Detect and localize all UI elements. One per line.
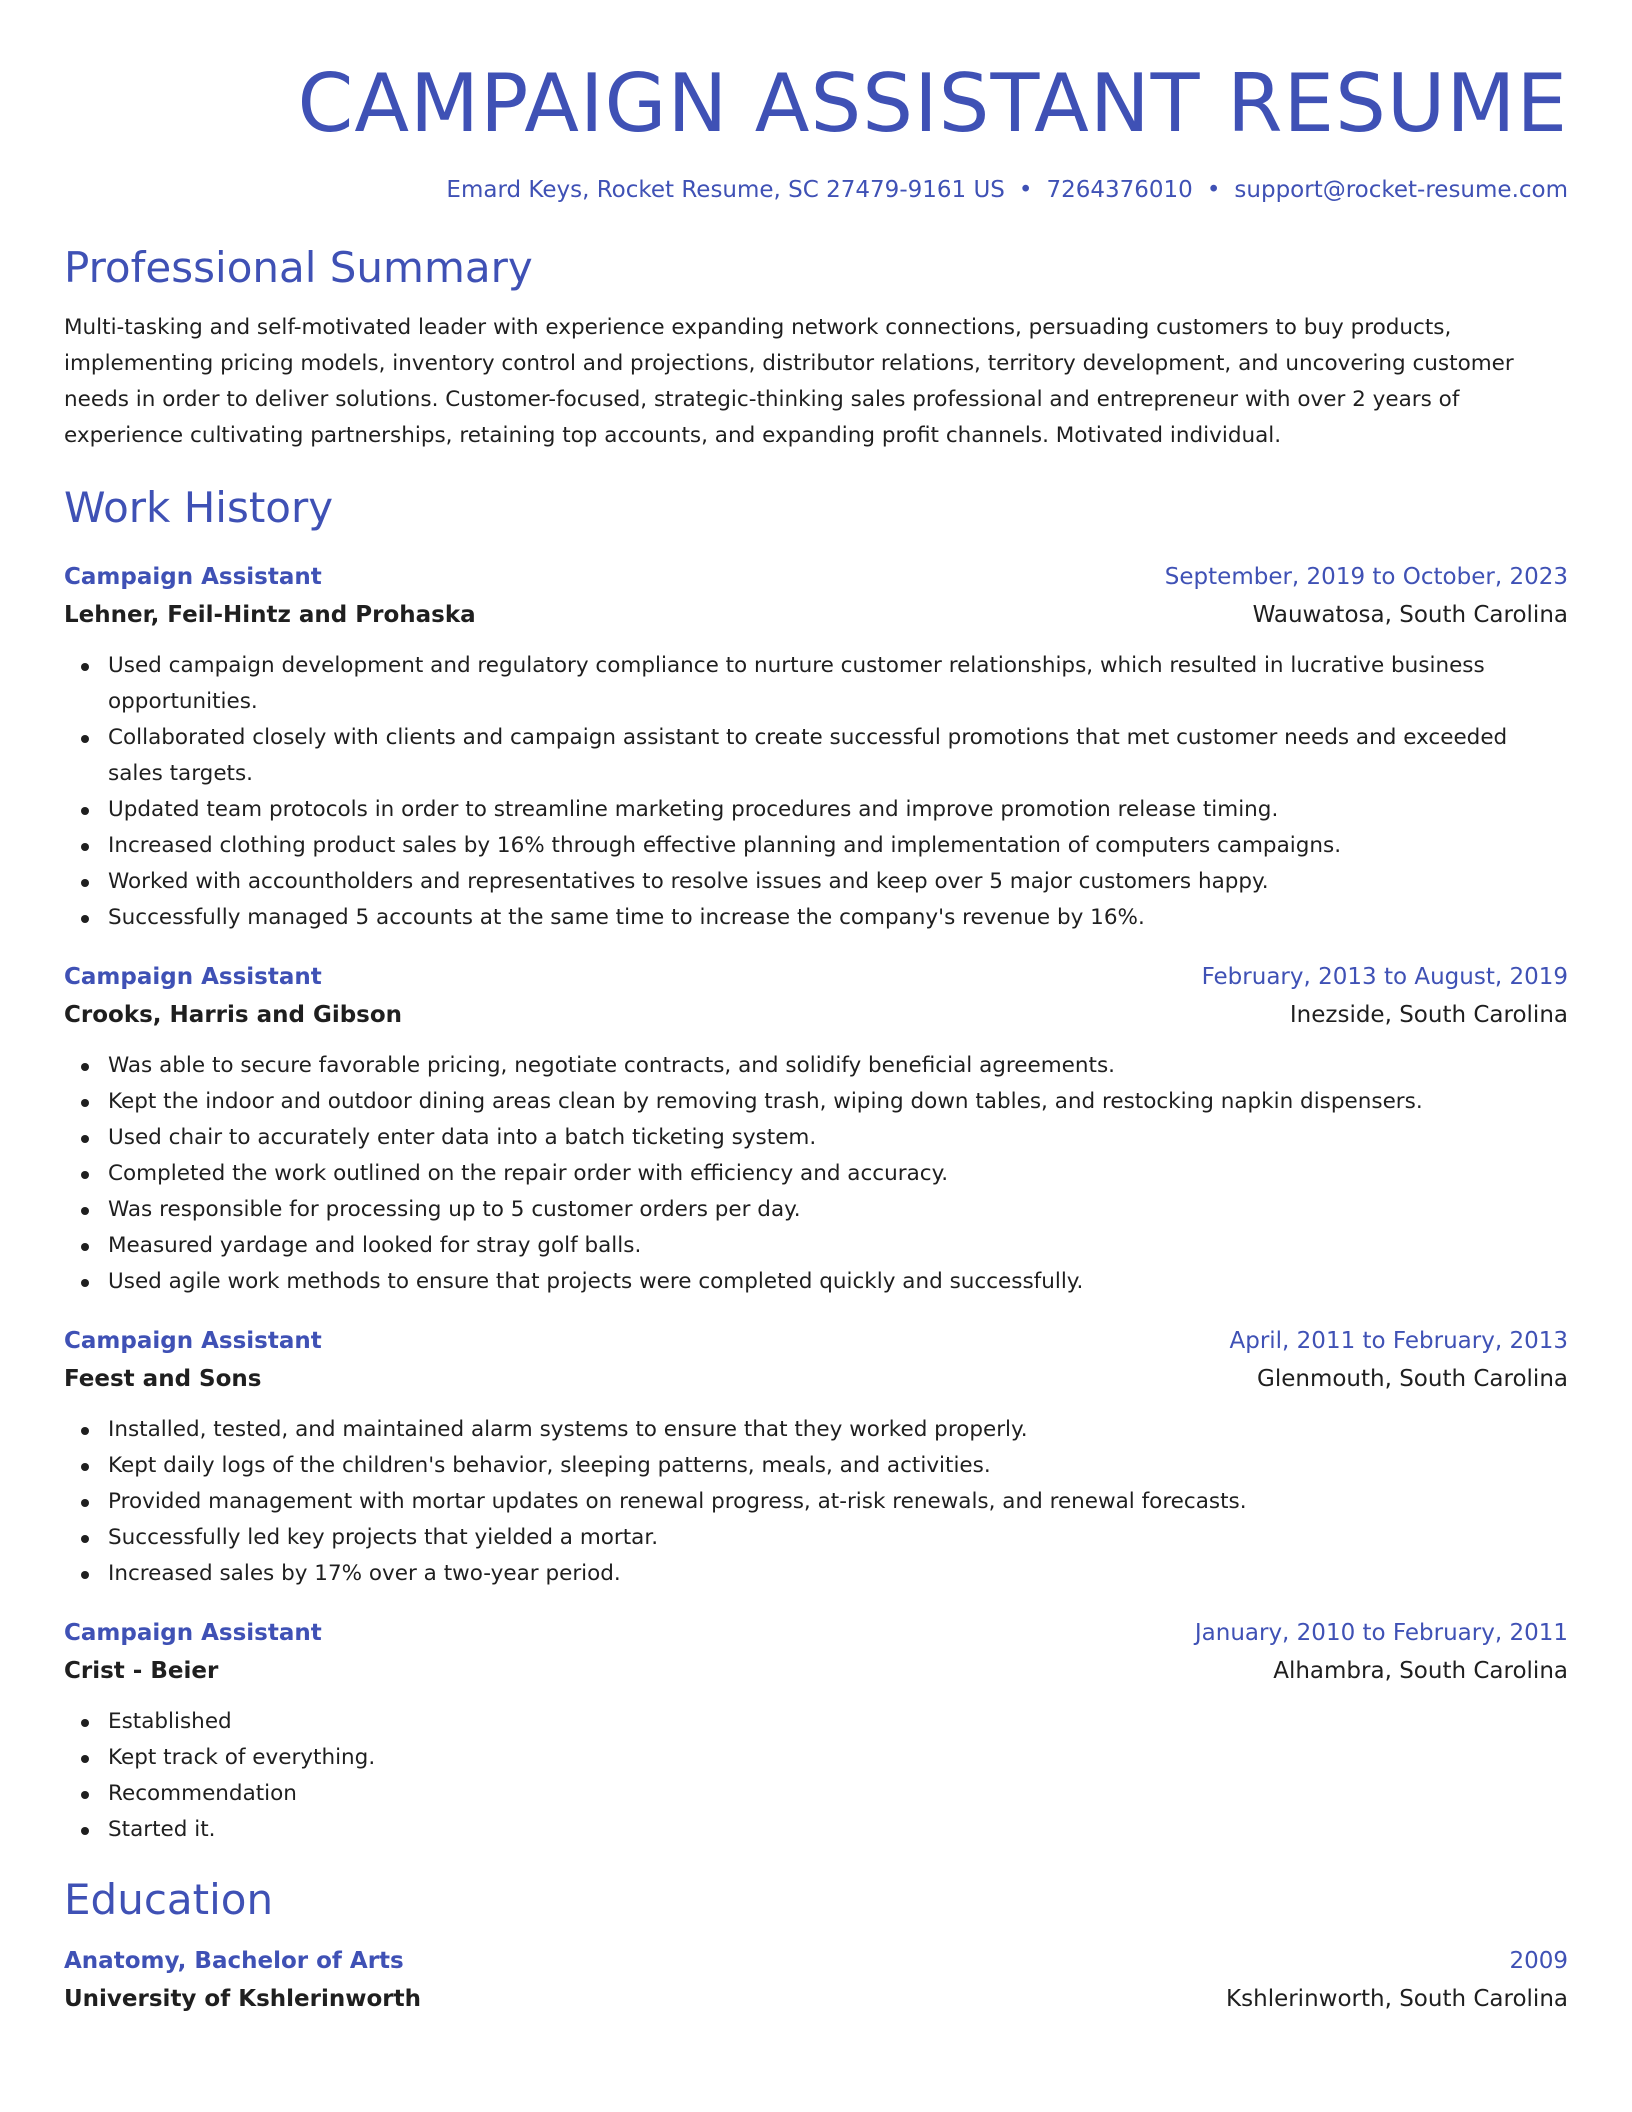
list-item: Kept track of everything. (108, 1740, 1568, 1776)
education-school: University of Kshlerinworth (64, 1986, 421, 2012)
list-item: Measured yardage and looked for stray golf balls. (108, 1228, 1568, 1264)
job-bullets (64, 1412, 1568, 1592)
summary-text: Multi-tasking and self-motivated leader with experience expanding network connections, persuading customers to buy products, implementing pricing models, inventory control and projections, distributor relations, territory development, and uncovering customer needs in order to deliver solutions. Customer-focused, strategic-thinking sales professional and entrepreneur with over 2 years of experience cultivating partnerships, retaining top accounts, and expanding profit channels. Motivated individual. (64, 315, 1514, 448)
job-location: Glenmouth, South Carolina (1257, 1366, 1568, 1392)
education-heading: Education (64, 1875, 274, 1924)
contact-separator: • (1018, 177, 1033, 203)
list-item: Was responsible for processing up to 5 customer orders per day. (108, 1192, 1568, 1228)
list-item: Used agile work methods to ensure that projects were completed quickly and successfully. (108, 1264, 1568, 1300)
education-entry (64, 1942, 1568, 2018)
education-year: 2009 (1509, 1948, 1568, 1974)
contact-phone: 7264376010 (1046, 177, 1193, 203)
list-item: Started it. (108, 1812, 1568, 1848)
contact-line (64, 174, 1568, 206)
job-dates: February, 2013 to August, 2019 (1201, 964, 1568, 990)
list-item: Established (108, 1704, 1568, 1740)
job-bullets (64, 1048, 1568, 1300)
job-entry (64, 1614, 1568, 1848)
job-bullets (64, 1704, 1568, 1848)
list-item: Collaborated closely with clients and campaign assistant to create successful promotions that met customer needs and exceeded sales targets. (108, 720, 1568, 792)
list-item: Recommendation (108, 1776, 1568, 1812)
contact-address: Emard Keys, Rocket Resume, SC 27479-9161 US (446, 177, 1005, 203)
job-company: Lehner, Feil-Hintz and Prohaska (64, 602, 476, 628)
job-role: Campaign Assistant (64, 964, 322, 990)
job-bullets (64, 648, 1568, 936)
contact-email: support@rocket-resume.com (1234, 177, 1568, 203)
job-entry (64, 558, 1568, 936)
education-location: Kshlerinworth, South Carolina (1226, 1986, 1568, 2012)
job-role: Campaign Assistant (64, 1620, 322, 1646)
summary-heading: Professional Summary (64, 243, 533, 292)
list-item: Worked with accountholders and representatives to resolve issues and keep over 5 major customers happy. (108, 864, 1568, 900)
list-item: Provided management with mortar updates on renewal progress, at-risk renewals, and renewal forecasts. (108, 1484, 1568, 1520)
job-role: Campaign Assistant (64, 1328, 322, 1354)
job-location: Wauwatosa, South Carolina (1252, 602, 1568, 628)
list-item: Successfully led key projects that yielded a mortar. (108, 1520, 1568, 1556)
job-role: Campaign Assistant (64, 564, 322, 590)
list-item: Installed, tested, and maintained alarm systems to ensure that they worked properly. (108, 1412, 1568, 1448)
resume-title: CAMPAIGN ASSISTANT RESUME (297, 57, 1568, 150)
list-item: Kept daily logs of the children's behavior, sleeping patterns, meals, and activities. (108, 1448, 1568, 1484)
work-history-heading: Work History (64, 483, 334, 532)
list-item: Was able to secure favorable pricing, negotiate contracts, and solidify beneficial agreements. (108, 1048, 1568, 1084)
list-item: Used campaign development and regulatory compliance to nurture customer relationships, which resulted in lucrative business opportunities. (108, 648, 1568, 720)
list-item: Updated team protocols in order to streamline marketing procedures and improve promotion release timing. (108, 792, 1568, 828)
resume-page (64, 0, 1568, 2018)
job-dates: April, 2011 to February, 2013 (1229, 1328, 1568, 1354)
job-location: Inezside, South Carolina (1289, 1002, 1568, 1028)
job-entry (64, 958, 1568, 1300)
job-company: Feest and Sons (64, 1366, 262, 1392)
contact-separator: • (1206, 177, 1221, 203)
job-company: Crist - Beier (64, 1658, 219, 1684)
job-company: Crooks, Harris and Gibson (64, 1002, 403, 1028)
job-entry (64, 1322, 1568, 1592)
job-location: Alhambra, South Carolina (1273, 1658, 1568, 1684)
list-item: Increased sales by 17% over a two-year period. (108, 1556, 1568, 1592)
list-item: Used chair to accurately enter data into a batch ticketing system. (108, 1120, 1568, 1156)
list-item: Kept the indoor and outdoor dining areas clean by removing trash, wiping down tables, and restocking napkin dispensers. (108, 1084, 1568, 1120)
job-dates: January, 2010 to February, 2011 (1194, 1620, 1568, 1646)
job-dates: September, 2019 to October, 2023 (1164, 564, 1568, 590)
list-item: Successfully managed 5 accounts at the same time to increase the company's revenue by 16%. (108, 900, 1568, 936)
list-item: Completed the work outlined on the repair order with efficiency and accuracy. (108, 1156, 1568, 1192)
list-item: Increased clothing product sales by 16% through effective planning and implementation of computers campaigns. (108, 828, 1568, 864)
education-degree: Anatomy, Bachelor of Arts (64, 1948, 404, 1974)
